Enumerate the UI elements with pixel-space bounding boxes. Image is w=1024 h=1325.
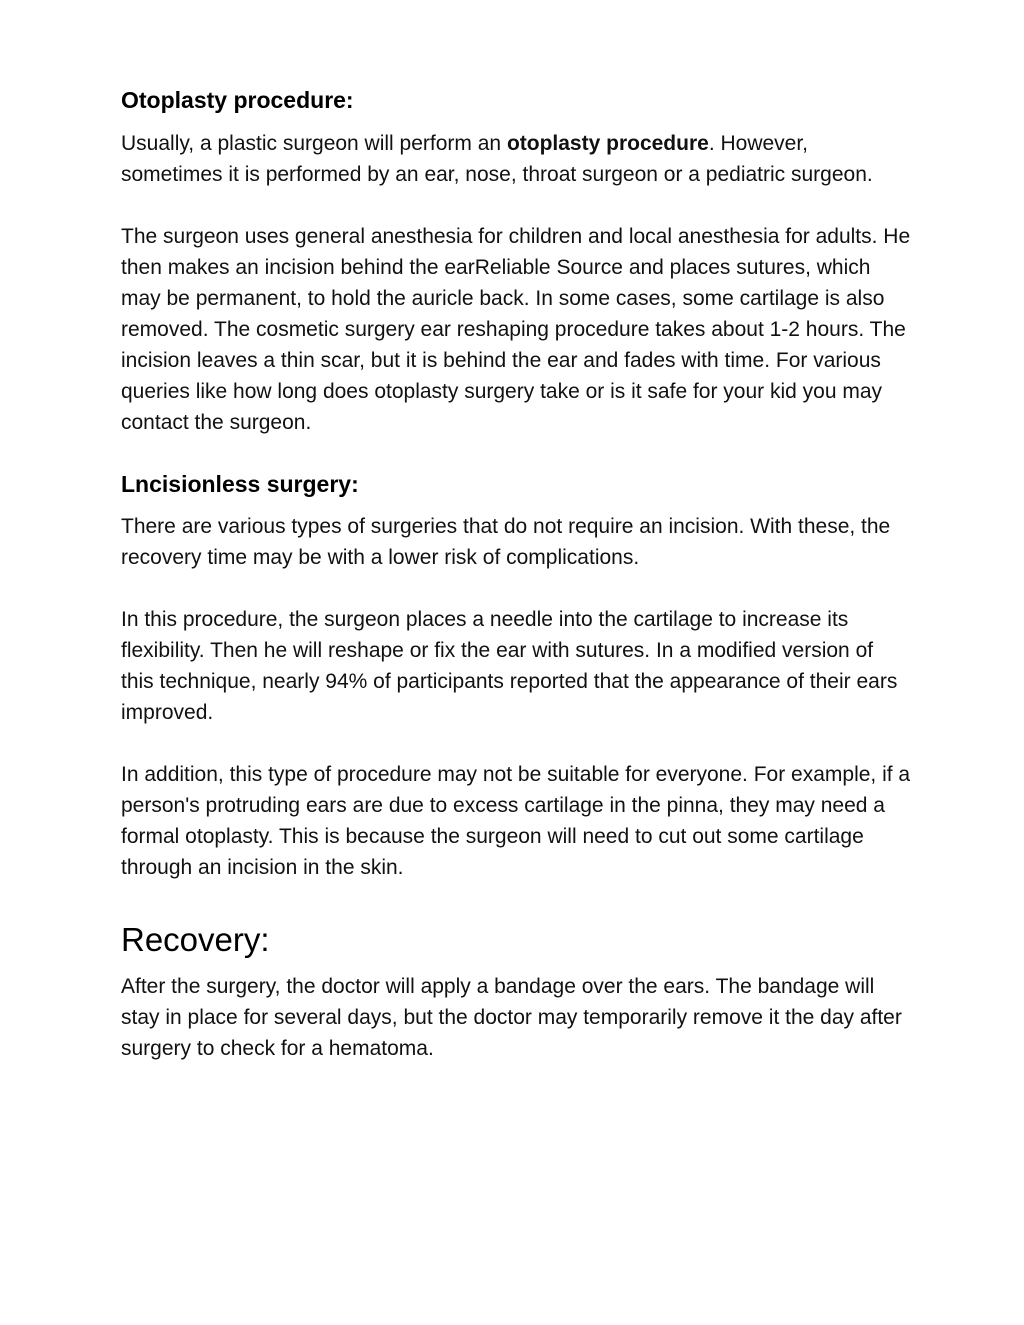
otoplasty-intro-paragraph: [121, 128, 911, 190]
needle-procedure-paragraph: In this procedure, the surgeon places a needle into the cartilage to increase its flexibility. Then he will reshape or fix the ear with sutures. In a modified version of this technique, nearly 94% of participants reported that the appearance of their ears improved.: [121, 608, 898, 724]
anesthesia-paragraph: The surgeon uses general anesthesia for children and local anesthesia for adults. He then makes an incision behind the earReliable Source and places sutures, which may be permanent, to hold the auricle back. In some cases, some cartilage is also removed. The cosmetic surgery ear reshaping procedure takes about 1-2 hours. The incision leaves a thin scar, but it is behind the ear and fades with time. For various queries like how long does otoplasty surgery take or is it safe for your kid you may contact the surgeon.: [121, 225, 911, 434]
otoplasty-procedure-heading: Otoplasty procedure:: [121, 87, 354, 113]
document-page: [121, 84, 911, 1064]
bold-term: otoplasty procedure: [506, 132, 709, 155]
suitability-paragraph: In addition, this type of procedure may not be suitable for everyone. For example, if a person's protruding ears are due to excess cartilage in the pinna, they may need a formal otoplasty. This is because the surgeon will need to cut out some cartilage through an incision in the skin.: [121, 763, 911, 879]
incisionless-intro-paragraph: There are various types of surgeries that do not require an incision. With these, the recovery time may be with a lower risk of complications.: [121, 515, 891, 569]
paragraph-text: Usually, a plastic surgeon will perform an: [121, 132, 507, 155]
incisionless-surgery-heading: Lncisionless surgery:: [121, 471, 359, 497]
recovery-paragraph: After the surgery, the doctor will apply a bandage over the ears. The bandage will stay in place for several days, but the doctor may temporarily remove it the day after surgery to check for a hematoma.: [121, 975, 902, 1060]
paragraph-text: . However, sometimes it is performed by an ear, nose, throat surgeon or a pediatric surgeon.: [121, 132, 873, 186]
recovery-heading: Recovery:: [121, 921, 270, 958]
